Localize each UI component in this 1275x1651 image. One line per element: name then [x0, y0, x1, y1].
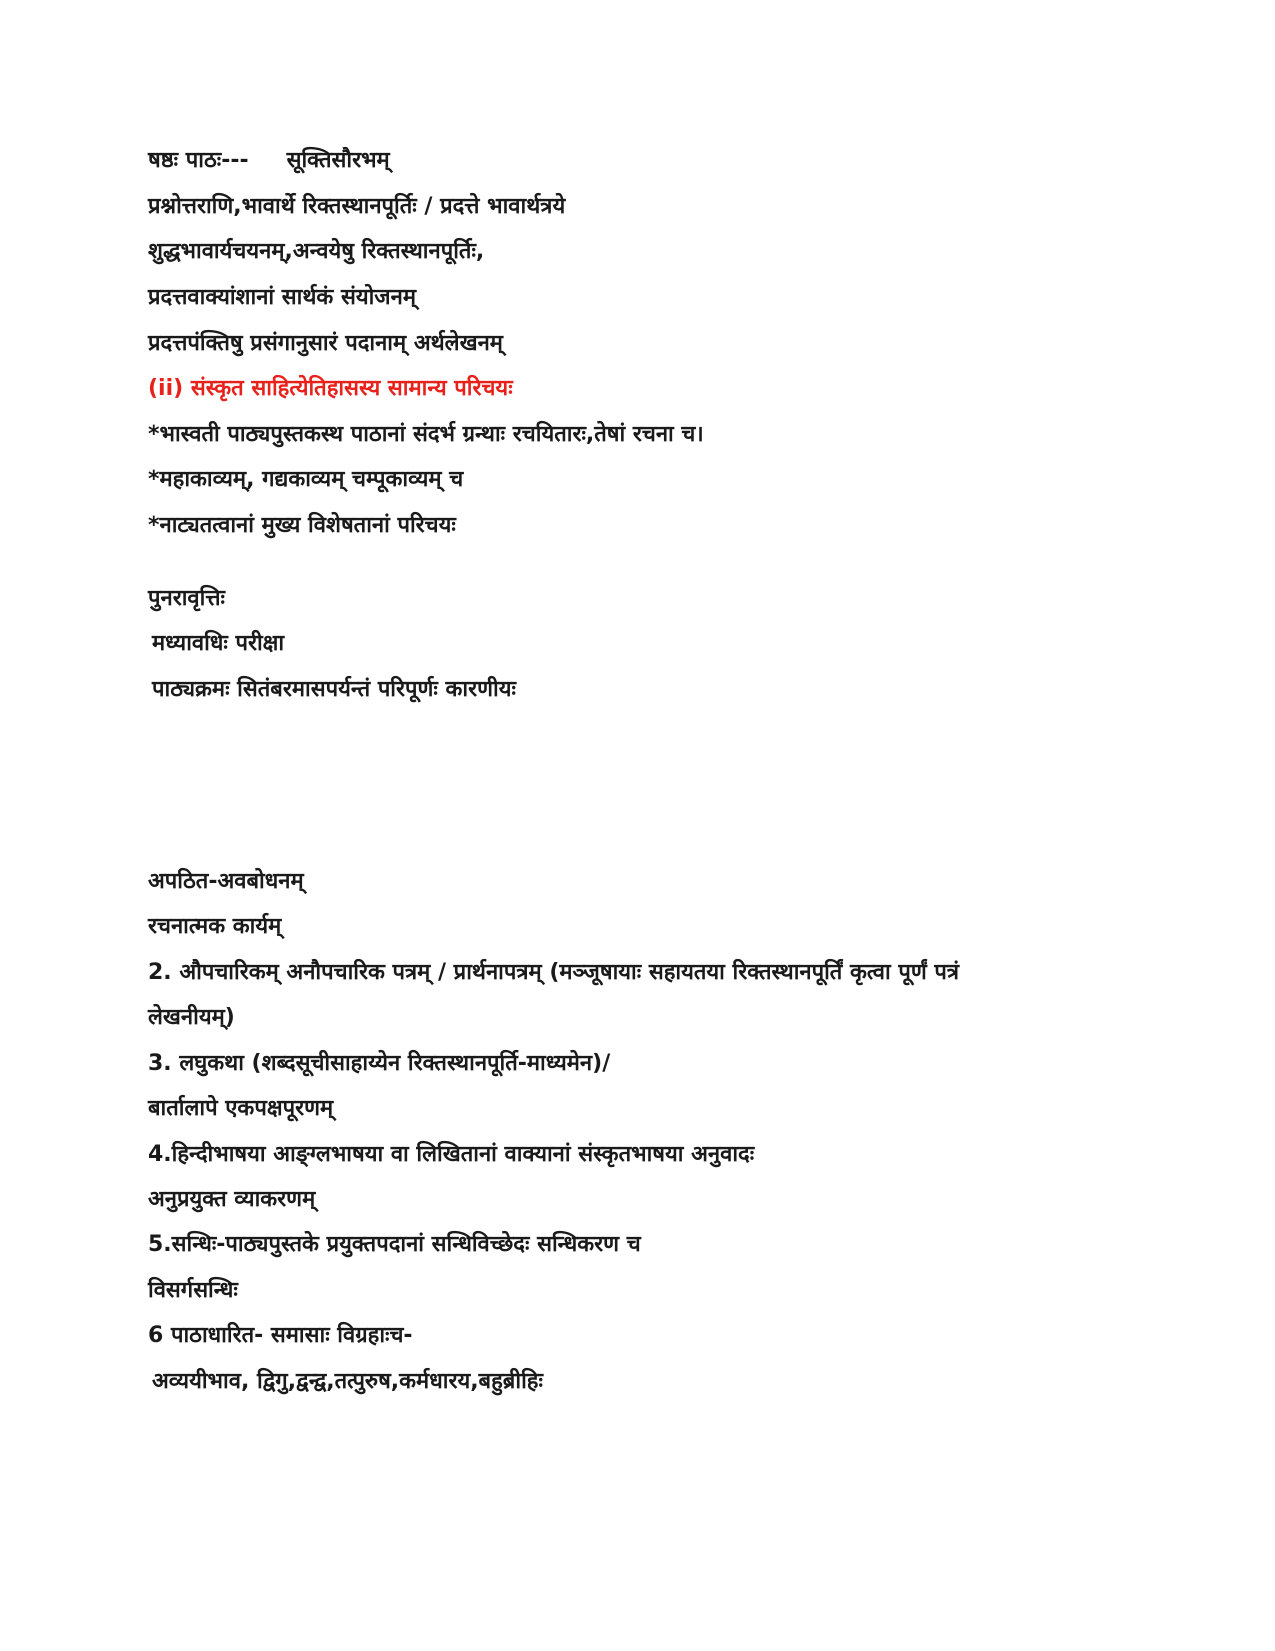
- lesson-heading: [148, 146, 390, 176]
- section-heading-literature-history: (ii) संस्कृत साहित्येतिहासस्य सामान्य परिचयः: [148, 376, 513, 401]
- syllabus-line: विसर्गसन्धिः: [148, 1278, 238, 1303]
- syllabus-line: प्रदत्तपंक्तिषु प्रसंगानुसारं पदानाम् अर्थलेखनम्: [148, 331, 503, 356]
- revision-heading: पुनरावृत्तिः: [148, 586, 225, 611]
- syllabus-line: 5.सन्धिः-पाठ्यपुस्तके प्रयुक्तपदानां सन्धिविच्छेदः सन्धिकरण च: [148, 1232, 641, 1257]
- syllabus-line: *महाकाव्यम्, गद्यकाव्यम् चम्पूकाव्यम् च: [148, 467, 464, 492]
- applied-grammar-heading: अनुप्रयुक्त व्याकरणम्: [148, 1187, 316, 1212]
- syllabus-line: 2. औपचारिकम् अनौपचारिक पत्रम् / प्रार्थनापत्रम् (मञ्जूषायाः सहायतया रिक्तस्थानपूर्तिं कृत्वा पूर्णं पत्रं: [148, 960, 960, 985]
- syllabus-line: अव्ययीभाव, द्विगु,द्वन्द्व,तत्पुरुष,कर्मधारय,बहुब्रीहिः: [152, 1369, 543, 1394]
- syllabus-line: *नाट्यतत्वानां मुख्य विशेषतानां परिचयः: [148, 513, 456, 538]
- lesson-title: सूक्तिसौरभम्: [286, 148, 390, 173]
- syllabus-line: प्रदत्तवाक्यांशानां सार्थकं संयोजनम्: [148, 285, 416, 310]
- syllabus-line: शुद्धभावार्यचयनम्,अन्वयेषु रिक्तस्थानपूर्तिः,: [148, 239, 485, 264]
- syllabus-line: 4.हिन्दीभाषया आङ्ग्लभाषया वा लिखितानां वाक्यानां संस्कृतभाषया अनुवादः: [148, 1142, 755, 1167]
- syllabus-line: *भास्वती पाठ्यपुस्तकस्थ पाठानां संदर्भ ग्रन्थाः रचयितारः,तेषां रचना च।: [148, 422, 704, 447]
- unseen-comprehension-heading: अपठित-अवबोधनम्: [148, 869, 304, 894]
- lesson-number: षष्ठः पाठः---: [148, 148, 249, 173]
- creative-writing-heading: रचनात्मक कार्यम्: [148, 914, 282, 939]
- syllabus-line: प्रश्नोत्तराणि,भावार्थे रिक्तस्थानपूर्तिः / प्रदत्ते भावार्थत्रये: [148, 194, 566, 219]
- syllabus-line: बार्तालापे एकपक्षपूरणम्: [148, 1096, 334, 1121]
- syllabus-line: 3. लघुकथा (शब्दसूचीसाहाय्येन रिक्तस्थानपूर्ति-माध्यमेन)/: [148, 1051, 611, 1076]
- midterm-exam-line: मध्यावधिः परीक्षा: [152, 631, 285, 656]
- syllabus-completion-line: पाठ्यक्रमः सितंबरमासपर्यन्तं परिपूर्णः कारणीयः: [152, 677, 516, 702]
- syllabus-line: 6 पाठाधारित- समासाः विग्रहाःच-: [148, 1323, 413, 1348]
- syllabus-line: लेखनीयम्): [148, 1005, 235, 1030]
